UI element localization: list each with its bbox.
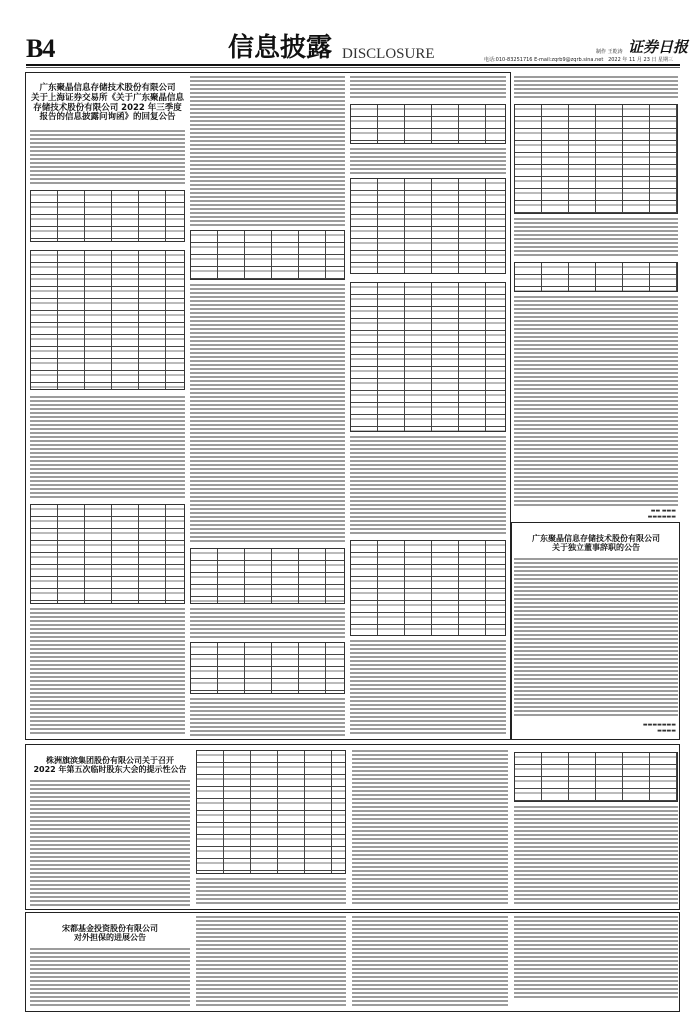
body-text xyxy=(350,76,506,100)
header-rule-thin xyxy=(26,67,680,68)
body-text xyxy=(190,76,345,226)
article-4-headline xyxy=(30,924,190,942)
body-text xyxy=(30,608,185,736)
headline-line: 广东聚晶信息存储技术股份有限公司 xyxy=(532,534,660,543)
body-text xyxy=(514,296,678,506)
body-text xyxy=(352,750,508,906)
data-table xyxy=(514,262,678,292)
headline-line: 株洲旗滨集团股份有限公司关于召开 xyxy=(46,756,174,765)
headline-line: 对外担保的进展公告 xyxy=(74,933,146,943)
body-text xyxy=(350,640,506,736)
body-text xyxy=(190,284,345,544)
data-table xyxy=(30,190,185,242)
issue-date: 2022 年 11 月 23 日 星期三 xyxy=(608,57,674,63)
body-text xyxy=(30,948,190,1008)
signature-block: ▬▬▬▬▬▬▬ ▬▬▬▬ xyxy=(642,722,676,734)
body-text xyxy=(30,130,185,186)
body-text xyxy=(514,218,678,258)
contact-date-line xyxy=(484,56,673,63)
header-rule xyxy=(26,64,680,66)
headline-line: 关于上海证券交易所《关于广东聚晶信息存储技术股份有限公司 2022 年三季度报告的信息披露问询函》的回复公告 xyxy=(30,92,184,123)
newspaper-logo: 证券日报 xyxy=(628,38,689,56)
data-table xyxy=(190,230,345,280)
page-number: B4 xyxy=(26,34,55,63)
data-table xyxy=(30,250,185,390)
proxy-table xyxy=(514,752,678,802)
body-text xyxy=(352,916,508,1008)
article-3-headline xyxy=(30,756,190,774)
proposal-table xyxy=(196,750,346,874)
contact-info: 电话:010-83251716 E-mail:zqrb9@zqrb.sina.net xyxy=(484,57,604,63)
article-2-headline xyxy=(514,534,678,552)
section-title: 信息披露 xyxy=(228,33,333,63)
body-text xyxy=(350,436,506,536)
body-text xyxy=(190,698,345,736)
body-text xyxy=(30,780,190,906)
data-table xyxy=(514,104,678,214)
data-table xyxy=(350,282,506,432)
editor-credit: 制作 王乾涛 xyxy=(596,49,623,55)
body-text xyxy=(514,806,678,906)
headline-line: 广东聚晶信息存储技术股份有限公司 xyxy=(39,83,176,93)
signature-block: ▬▬ ▬▬▬ ▬▬▬▬▬▬ xyxy=(647,508,676,520)
data-table xyxy=(190,642,345,694)
body-text xyxy=(30,396,185,500)
headline-line: 2022 年第五次临时股东大会的提示性公告 xyxy=(33,765,187,775)
body-text xyxy=(514,558,678,718)
body-text xyxy=(350,148,506,174)
body-text xyxy=(514,916,678,1000)
data-table xyxy=(350,540,506,636)
body-text xyxy=(196,916,346,1008)
data-table xyxy=(30,504,185,604)
data-table xyxy=(350,178,506,274)
body-text xyxy=(514,76,678,100)
section-title-en: DISCLOSURE xyxy=(342,46,435,62)
article-1-headline xyxy=(30,84,185,123)
headline-line: 宋都基金投资股份有限公司 xyxy=(62,924,158,933)
body-text xyxy=(190,608,345,638)
body-text xyxy=(196,878,346,906)
data-table xyxy=(190,548,345,604)
data-table xyxy=(350,104,506,144)
headline-line: 关于独立董事辞职的公告 xyxy=(552,543,640,553)
